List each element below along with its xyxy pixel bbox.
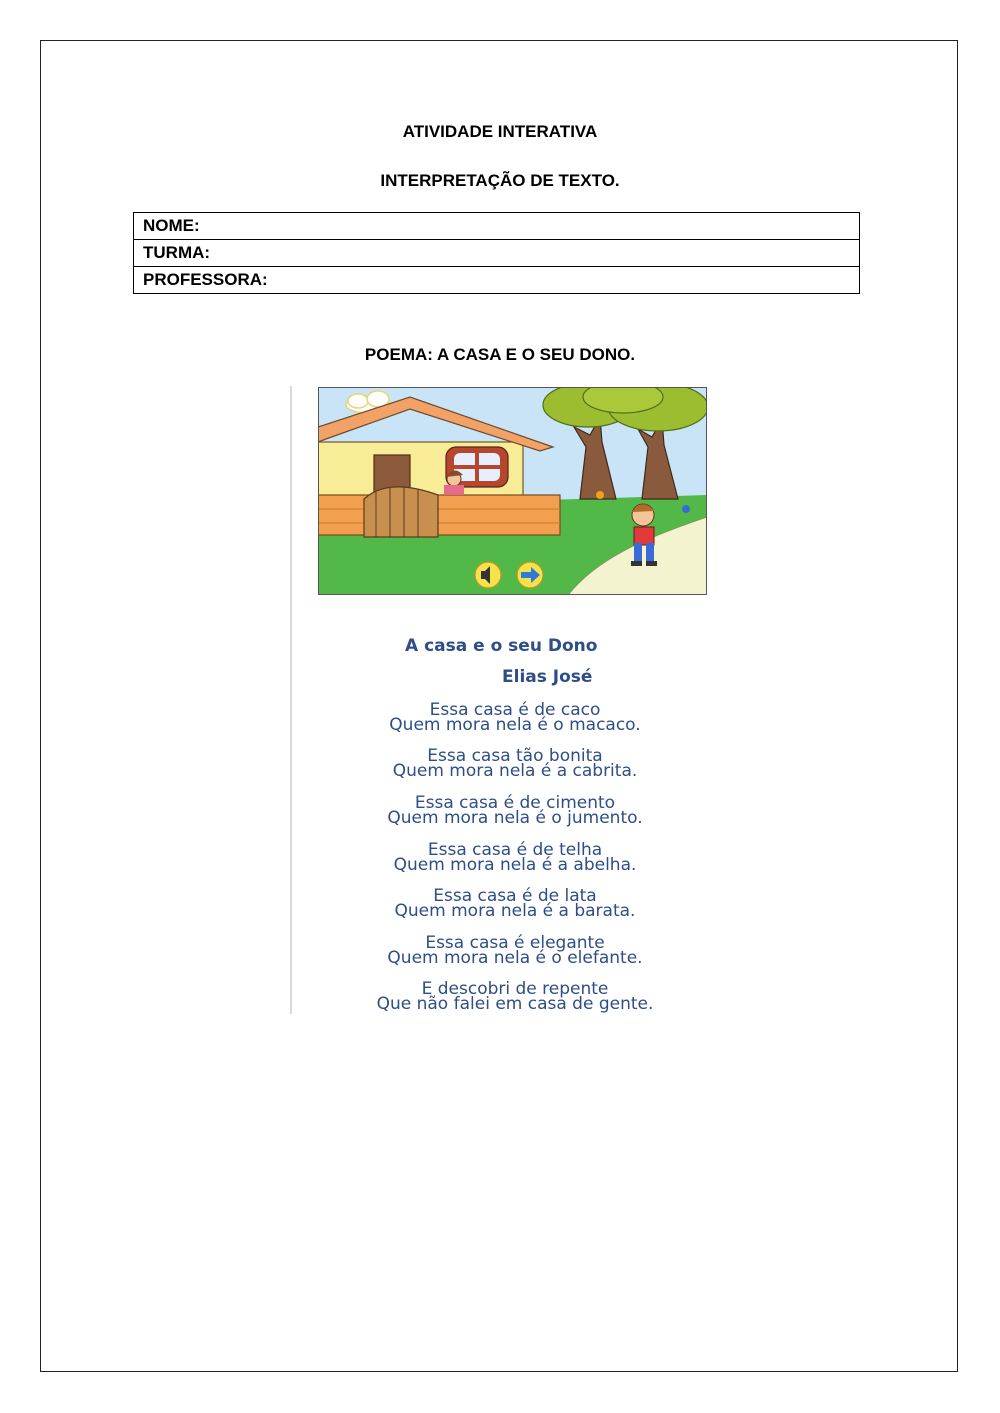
- poem-title: A casa e o seu Dono: [405, 636, 598, 656]
- stanza: [330, 700, 700, 735]
- poem-line: Quem mora nela é a cabrita.: [392, 761, 638, 781]
- class-row: [134, 240, 860, 267]
- poem-line: Quem mora nela é o elefante.: [387, 948, 643, 968]
- poem-line: Que não falei em casa de gente.: [376, 994, 654, 1014]
- stanza: [330, 793, 700, 828]
- stanza: [330, 933, 700, 968]
- teacher-row: [134, 267, 860, 294]
- poem-line: Essa casa tão bonita: [427, 746, 603, 766]
- poem-line: Quem mora nela é a barata.: [394, 901, 636, 921]
- poem-line: Quem mora nela é o jumento.: [387, 808, 643, 828]
- stanza: [330, 886, 700, 921]
- poem-author: Elias José: [502, 667, 593, 687]
- class-field[interactable]: TURMA:: [134, 240, 860, 267]
- house-illustration: [318, 387, 707, 595]
- illustration-divider: [290, 386, 292, 1014]
- bird: [682, 505, 690, 513]
- sound-button-icon[interactable]: [475, 562, 501, 588]
- stanza: [330, 840, 700, 875]
- poem-line: Essa casa é elegante: [425, 933, 605, 953]
- student-info-table: [133, 212, 860, 294]
- poem-line: Quem mora nela é o macaco.: [389, 715, 641, 735]
- poem-heading: POEMA: A CASA E O SEU DONO.: [364, 345, 636, 364]
- stanza: [330, 746, 700, 781]
- name-field[interactable]: NOME:: [134, 213, 860, 240]
- teacher-field[interactable]: PROFESSORA:: [134, 267, 860, 294]
- stanza: [330, 979, 700, 1014]
- activity-title: ATIVIDADE INTERATIVA: [402, 122, 598, 141]
- name-row: [134, 213, 860, 240]
- poem-line: Essa casa é de caco: [429, 700, 601, 720]
- poem-line: Quem mora nela é a abelha.: [393, 855, 637, 875]
- garden-wall: [318, 487, 560, 537]
- poem-line: Essa casa é de cimento: [414, 793, 616, 813]
- poem-line: Essa casa é de lata: [433, 886, 597, 906]
- poem-line: Essa casa é de telha: [427, 840, 603, 860]
- next-arrow-button-icon[interactable]: [517, 562, 543, 588]
- flower: [596, 491, 604, 499]
- poem-line: E descobri de repente: [421, 979, 609, 999]
- activity-subtitle: INTERPRETAÇÃO DE TEXTO.: [380, 171, 620, 190]
